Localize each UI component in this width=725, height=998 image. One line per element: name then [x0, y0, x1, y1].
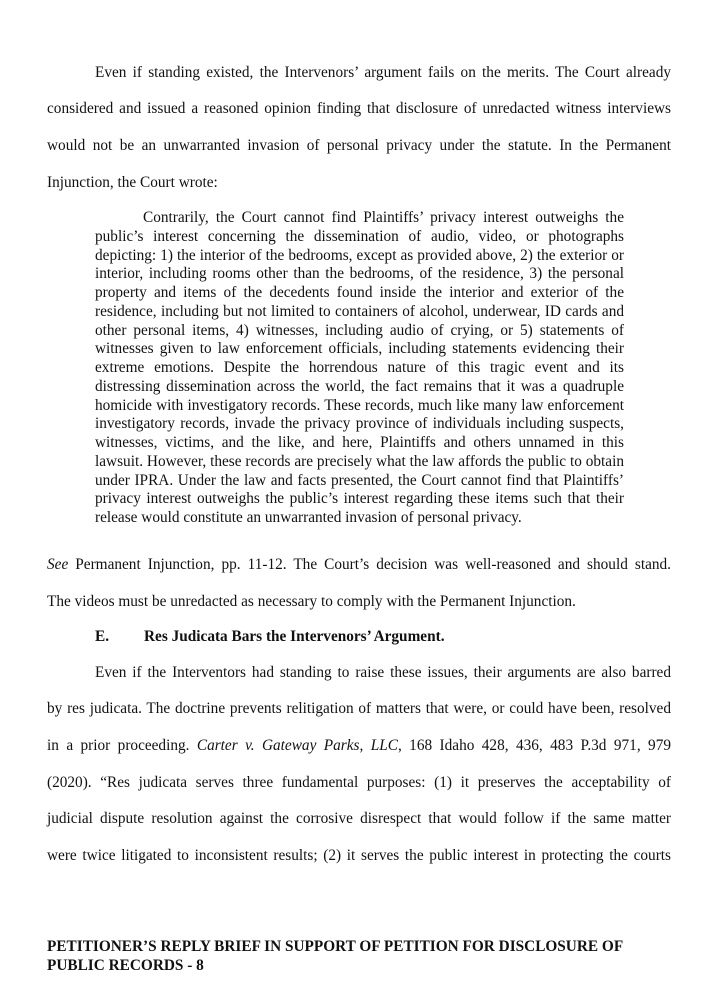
- section-number: E.: [95, 628, 110, 645]
- body-text: in a prior proceeding.: [47, 737, 197, 754]
- body-line: by res judicata. The doctrine prevents relitigation of matters that were, or could have been, resolved: [47, 700, 671, 717]
- body-text: , 168 Idaho 428, 436, 483 P.3d 971, 979: [397, 737, 672, 754]
- case-citation: Carter v. Gateway Parks, LLC: [196, 737, 398, 754]
- body-line: [47, 556, 671, 574]
- body-line: would not be an unwarranted invasion of personal privacy under the statute. In the Permanent: [47, 137, 671, 154]
- body-line: Injunction, the Court wrote:: [47, 174, 218, 191]
- body-line: The videos must be unredacted as necessary to comply with the Permanent Injunction.: [47, 593, 576, 610]
- section-heading: [95, 628, 445, 646]
- body-line: [47, 737, 671, 755]
- page-footer: [47, 937, 687, 975]
- footer-title: PETITIONER’S REPLY BRIEF IN SUPPORT OF PETITION FOR DISCLOSURE OF: [47, 938, 624, 955]
- body-line: considered and issued a reasoned opinion finding that disclosure of unredacted witness interviews: [47, 100, 671, 117]
- body-line: judicial dispute resolution against the corrosive disrespect that would follow if the same matter: [47, 810, 671, 827]
- block-quote: Contrarily, the Court cannot find Plaintiffs’ privacy interest outweighs the public’s interest concerning the dissemination of audio, video, or photographs depicting: 1) the interior of the bedrooms, except as provided above, 2) the exterior or interior, including rooms other than the bedrooms, of the residence, 3) the personal property and items of the decedents found inside the interior and exterior of the residence, including but not limited to containers of alcohol, underwear, ID cards and other personal items, 4) witnesses, including audio of crying, or 5) statements of witnesses given to law enforcement officials, including statements evidencing their extreme emotions. Despite the horrendous nature of this tragic event and its distressing dissemination across the world, the fact remains that it was a quadruple homicide with investigatory records. These records, much like many law enforcement investigatory records, invade the privacy province of individuals including suspects, witnesses, victims, and the like, and here, Plaintiffs and others unnamed in this lawsuit. However, these records are precisely what the law affords the public to obtain under IPRA. Under the law and facts presented, the Court cannot find that Plaintiffs’ privacy interest outweighs the public’s interest regarding these items such that their release would constitute an unwarranted invasion of personal privacy.: [95, 209, 624, 526]
- body-line: Even if the Interventors had standing to raise these issues, their arguments are also barred: [95, 664, 671, 681]
- body-line: were twice litigated to inconsistent results; (2) it serves the public interest in protecting the courts: [47, 847, 671, 864]
- signal-see: See: [47, 556, 69, 573]
- section-title: Res Judicata Bars the Intervenors’ Argument.: [144, 628, 445, 645]
- body-line: (2020). “Res judicata serves three fundamental purposes: (1) it preserves the acceptability of: [47, 774, 671, 791]
- footer-page-label: PUBLIC RECORDS - 8: [47, 957, 204, 974]
- citation-text: Permanent Injunction, pp. 11-12. The Court’s decision was well-reasoned and should stand.: [68, 556, 671, 573]
- body-line: Even if standing existed, the Intervenors’ argument fails on the merits. The Court already: [95, 64, 671, 81]
